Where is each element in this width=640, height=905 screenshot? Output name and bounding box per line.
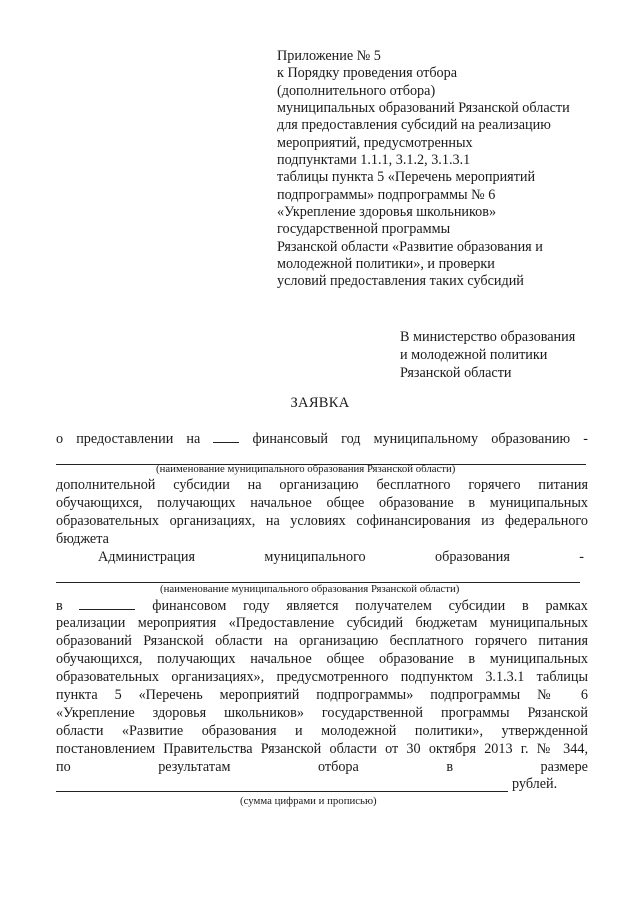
- results-line: [56, 759, 588, 776]
- intro-word: на: [186, 431, 201, 447]
- paragraph2-word: в: [56, 598, 63, 614]
- paragraph-line: образовательных организациях», предусмотренного подпунктом 3.1.3.1 таблицы: [56, 669, 588, 685]
- paragraph-line: «Укрепление здоровья школьников» государственной программы Рязанской: [56, 705, 588, 721]
- paragraph2-word: в: [521, 598, 529, 614]
- administration-word: образования: [435, 549, 510, 565]
- paragraph2-first-line: [56, 597, 588, 615]
- document-title: ЗАЯВКА: [290, 395, 350, 411]
- administration-line: [98, 549, 584, 566]
- fiscal-year-blank-field[interactable]: [79, 597, 135, 610]
- appendix-line: таблицы пункта 5 «Перечень мероприятий: [277, 169, 536, 186]
- paragraph-line: области «Развитие образования и молодежной политики», утвержденной: [56, 723, 588, 739]
- administration-word: муниципального: [264, 549, 366, 565]
- administration-word: Администрация: [98, 549, 195, 565]
- results-word: результатам: [158, 759, 231, 775]
- paragraph2-word: получателем: [355, 598, 432, 614]
- appendix-line: подпунктами 1.1.1, 3.1.2, 3.1.3.1: [277, 152, 471, 169]
- addressee-block: [400, 329, 630, 382]
- addressee-line: В министерство образования: [400, 329, 576, 345]
- intro-word: финансовый: [252, 431, 329, 447]
- results-word: в: [446, 759, 454, 775]
- sum-caption: (сумма цифрами и прописью): [240, 795, 377, 807]
- year-blank-field[interactable]: [213, 430, 239, 443]
- appendix-line: молодежной политики», и проверки: [277, 256, 495, 273]
- addressee-line: и молодежной политики: [400, 346, 548, 363]
- paragraph-line: реализации мероприятия «Предоставление субсидий бюджетам муниципальных: [56, 615, 588, 631]
- paragraph2-word: году: [243, 598, 270, 614]
- rubles-label: рублей.: [512, 776, 558, 792]
- appendix-line: мероприятий, предусмотренных: [277, 134, 473, 151]
- intro-word: образованию: [491, 431, 571, 447]
- intro-word: -: [583, 431, 588, 447]
- appendix-line: к Порядку проведения отбора: [277, 65, 458, 82]
- administration-word: -: [579, 549, 584, 565]
- addressee-line: Рязанской области: [400, 364, 512, 381]
- paragraph-line: обучающихся, получающих начальное общее образование в муниципальных: [56, 495, 588, 511]
- paragraph-line: образований Рязанской области на организацию бесплатного горячего питания: [56, 633, 588, 649]
- municipality-caption: (наименование муниципального образования Рязанской области): [156, 463, 456, 475]
- paragraph-line: бюджета: [56, 531, 109, 547]
- appendix-line: для предоставления субсидий на реализацию: [277, 117, 551, 134]
- municipality-caption-2: (наименование муниципального образования Рязанской области): [160, 583, 460, 595]
- paragraph-line: образовательных организациях, на условиях софинансирования из федерального: [56, 513, 588, 529]
- results-word: по: [56, 759, 71, 775]
- paragraph-line: пункта 5 «Перечень мероприятий подпрограммы» подпрограммы № 6: [56, 687, 588, 703]
- paragraph2-word: является: [286, 598, 339, 614]
- intro-word: предоставлении: [76, 431, 174, 447]
- appendix-line: муниципальных образований Рязанской области: [277, 100, 570, 117]
- appendix-line: подпрограммы» подпрограммы № 6: [277, 186, 496, 203]
- appendix-line: государственной программы: [277, 221, 451, 238]
- paragraph2-word: финансовом: [152, 598, 227, 614]
- results-word: отбора: [318, 759, 359, 775]
- paragraph-line: дополнительной субсидии на организацию бесплатного горячего питания: [56, 477, 588, 493]
- sum-field[interactable]: [56, 791, 508, 792]
- appendix-line: Приложение № 5: [277, 48, 381, 64]
- intro-word: год: [341, 431, 361, 447]
- intro-word: о: [56, 431, 64, 447]
- appendix-line: условий предоставления таких субсидий: [277, 273, 524, 290]
- paragraph2-word: субсидии: [448, 598, 506, 614]
- paragraph-line: обучающихся, получающих начальное общее образование в муниципальных: [56, 651, 588, 667]
- paragraph-line: постановлением Правительства Рязанской области от 30 октября 2013 г. № 344,: [56, 741, 588, 757]
- appendix-line: (дополнительного отбора): [277, 82, 436, 99]
- results-word: размере: [540, 759, 588, 775]
- appendix-header: [277, 48, 607, 291]
- paragraph2-word: рамках: [545, 598, 588, 614]
- intro-line: [56, 430, 588, 448]
- appendix-line: «Укрепление здоровья школьников»: [277, 204, 497, 221]
- appendix-line: Рязанской области «Развитие образования и: [277, 238, 543, 255]
- intro-word: муниципальному: [373, 431, 479, 447]
